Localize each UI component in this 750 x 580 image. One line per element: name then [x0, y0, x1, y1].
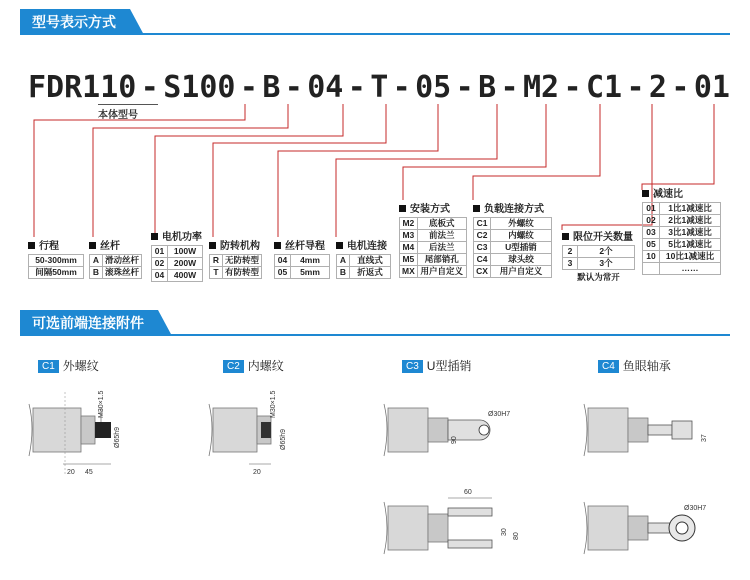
model-part: 04: [307, 70, 344, 105]
table-row: C4 球头绞: [474, 254, 552, 266]
table-row: 3 3个: [563, 258, 635, 270]
table-row: ……: [643, 263, 721, 275]
svg-text:30: 30: [501, 528, 508, 536]
break-line: [29, 404, 32, 456]
actuator-body: [33, 408, 81, 452]
table-row: 04 400W: [152, 270, 203, 282]
bullet-square: [274, 242, 281, 249]
model-part: C1: [585, 70, 623, 105]
table-row: A 直线式: [337, 255, 391, 267]
model-sep: -: [671, 70, 690, 105]
table-row: 10 10比1减速比: [643, 251, 721, 263]
break-line: [209, 404, 212, 456]
svg-text:M30×1.5: M30×1.5: [270, 390, 277, 418]
leader-load: [473, 104, 600, 200]
leader-antirot: [213, 104, 386, 237]
table-row: M5 尾部销孔: [400, 254, 467, 266]
actuator-body: [388, 408, 428, 452]
model-part: B: [478, 70, 497, 105]
leader-limit: [562, 104, 652, 230]
model-sep: -: [500, 70, 519, 105]
rod-end: [428, 418, 448, 442]
model-part: B: [262, 70, 281, 105]
table-row: 02 2比1减速比: [643, 215, 721, 227]
model-sep: -: [347, 70, 366, 105]
rod-end: [81, 416, 95, 444]
section-banner-accessories: [20, 310, 730, 336]
option-table: [274, 254, 330, 279]
accessory-c1-heading: C1 外螺纹: [38, 357, 99, 374]
table-row: M4 后法兰: [400, 242, 467, 254]
table-row: B 折返式: [337, 267, 391, 279]
group-title: 限位开关数量: [573, 232, 633, 243]
option-table: [399, 217, 467, 278]
bearing-shank: [648, 425, 672, 435]
table-row: B 滚珠丝杆: [90, 267, 142, 279]
group-title: 电机功率: [162, 232, 202, 243]
group-title: 安装方式: [410, 204, 450, 215]
bullet-square: [642, 190, 649, 197]
actuator-body: [213, 408, 257, 452]
clevis-arm-top: [448, 508, 492, 516]
model-sep: -: [626, 70, 645, 105]
section-title-accessories: 可选前端连接附件: [20, 310, 158, 336]
table-row: 2 2个: [563, 246, 635, 258]
svg-text:Ø65h9: Ø65h9: [114, 426, 121, 448]
option-table: [642, 202, 721, 275]
bullet-square: [209, 242, 216, 249]
option-table: [151, 245, 203, 282]
model-part: T: [370, 70, 389, 105]
model-part: S100: [163, 70, 236, 105]
section-title-model: 型号表示方式: [20, 9, 130, 35]
svg-text:60: 60: [464, 489, 472, 496]
actuator-body-side: [588, 506, 628, 550]
option-table: [562, 245, 635, 270]
table-row: C2 内螺纹: [474, 230, 552, 242]
group-limit-switch: [562, 231, 635, 283]
svg-text:37: 37: [701, 434, 708, 442]
group-screw: [89, 240, 142, 279]
group-reducer: [642, 188, 721, 275]
table-row: T 有防转型: [210, 267, 262, 279]
bullet-square: [399, 205, 406, 212]
limit-note: 默认为常开: [577, 272, 620, 282]
group-title: 丝杆: [100, 241, 120, 252]
option-table: [89, 254, 142, 279]
table-row: C3 U型插销: [474, 242, 552, 254]
bullet-square: [28, 242, 35, 249]
actuator-body: [588, 408, 628, 452]
drawing-c3-clevis: [380, 378, 550, 578]
option-table: [209, 254, 262, 279]
group-load-connection: [473, 203, 552, 278]
table-row: 04 4mm: [275, 255, 330, 267]
table-row: CX 用户自定义: [474, 266, 552, 278]
svg-text:90: 90: [451, 436, 458, 444]
svg-text:20: 20: [67, 469, 75, 476]
table-row: 01 1比1减速比: [643, 203, 721, 215]
bullet-square: [151, 233, 158, 240]
svg-text:Ø30H7: Ø30H7: [684, 505, 707, 512]
drawing-c1-external-thread: [25, 378, 175, 478]
leader-lines: [0, 0, 750, 260]
break-line: [384, 404, 387, 456]
group-mounting: [399, 203, 467, 278]
table-row: A 滑动丝杆: [90, 255, 142, 267]
pin-hole: [479, 425, 489, 435]
table-row: 05 5比1减速比: [643, 239, 721, 251]
table-row: 01 100W: [152, 246, 203, 258]
svg-text:80: 80: [513, 532, 520, 540]
group-title: 防转机构: [220, 241, 260, 252]
group-stroke: [28, 240, 84, 279]
table-row: MX 用户自定义: [400, 266, 467, 278]
bearing-head: [672, 421, 692, 439]
thread-hole: [261, 422, 271, 438]
model-sep: -: [392, 70, 411, 105]
leader-mount: [403, 104, 546, 200]
accessory-c2-heading: C2 内螺纹: [223, 357, 284, 374]
bullet-square: [89, 242, 96, 249]
svg-text:20: 20: [253, 469, 261, 476]
thread-stud: [95, 422, 111, 438]
banner-underline: [20, 334, 730, 336]
drawing-c4-rod-end-bearing: [580, 378, 740, 578]
model-sep: -: [284, 70, 303, 105]
body-model-label: 本体型号: [98, 110, 138, 121]
group-power: [151, 231, 203, 282]
option-table: [28, 254, 84, 279]
table-row: R 无防转型: [210, 255, 262, 267]
model-part: FDR110: [28, 70, 137, 105]
svg-text:45: 45: [85, 469, 93, 476]
model-part: 01: [693, 70, 730, 105]
group-title: 减速比: [653, 189, 683, 200]
group-title: 负载连接方式: [484, 204, 544, 215]
bullet-square: [336, 242, 343, 249]
actuator-body-side: [388, 506, 428, 550]
table-row: C1 外螺纹: [474, 218, 552, 230]
leader-screw: [93, 104, 288, 237]
table-row: M2 底板式: [400, 218, 467, 230]
table-row: M3 前法兰: [400, 230, 467, 242]
group-lead: [274, 240, 330, 279]
svg-text:Ø65h9: Ø65h9: [280, 428, 287, 450]
leader-reducer: [642, 104, 714, 190]
table-row: 05 5mm: [275, 267, 330, 279]
group-title: 丝杆导程: [285, 241, 325, 252]
bearing-bore: [676, 522, 688, 534]
model-part: 05: [415, 70, 452, 105]
group-title: 电机连接: [347, 241, 387, 252]
rod-end: [628, 418, 648, 442]
drawing-c2-internal-thread: [205, 378, 355, 478]
leader-power: [155, 104, 343, 237]
bullet-square: [562, 233, 569, 240]
accessory-c4-heading: C4 鱼眼轴承: [598, 357, 671, 374]
model-sep: -: [563, 70, 582, 105]
table-row: 03 3比1减速比: [643, 227, 721, 239]
model-sep: -: [140, 70, 159, 105]
group-antirotation: [209, 240, 262, 279]
option-table: [473, 217, 552, 278]
accessory-c3-heading: C3 U型插销: [402, 357, 471, 374]
model-part: M2: [522, 70, 560, 105]
model-sep: -: [239, 70, 258, 105]
table-row: 02 200W: [152, 258, 203, 270]
svg-text:M30×1.5: M30×1.5: [98, 390, 105, 418]
bullet-square: [473, 205, 480, 212]
model-part: 2: [648, 70, 667, 105]
group-motor-connection: [336, 240, 391, 279]
break-line: [584, 404, 587, 456]
svg-text:Ø30H7: Ø30H7: [488, 411, 511, 418]
option-table: [336, 254, 391, 279]
table-row: 50-300mm: [29, 255, 84, 267]
model-sep: -: [455, 70, 474, 105]
table-row: 间隔50mm: [29, 267, 84, 279]
clevis-arm-bottom: [448, 540, 492, 548]
group-title: 行程: [39, 241, 59, 252]
